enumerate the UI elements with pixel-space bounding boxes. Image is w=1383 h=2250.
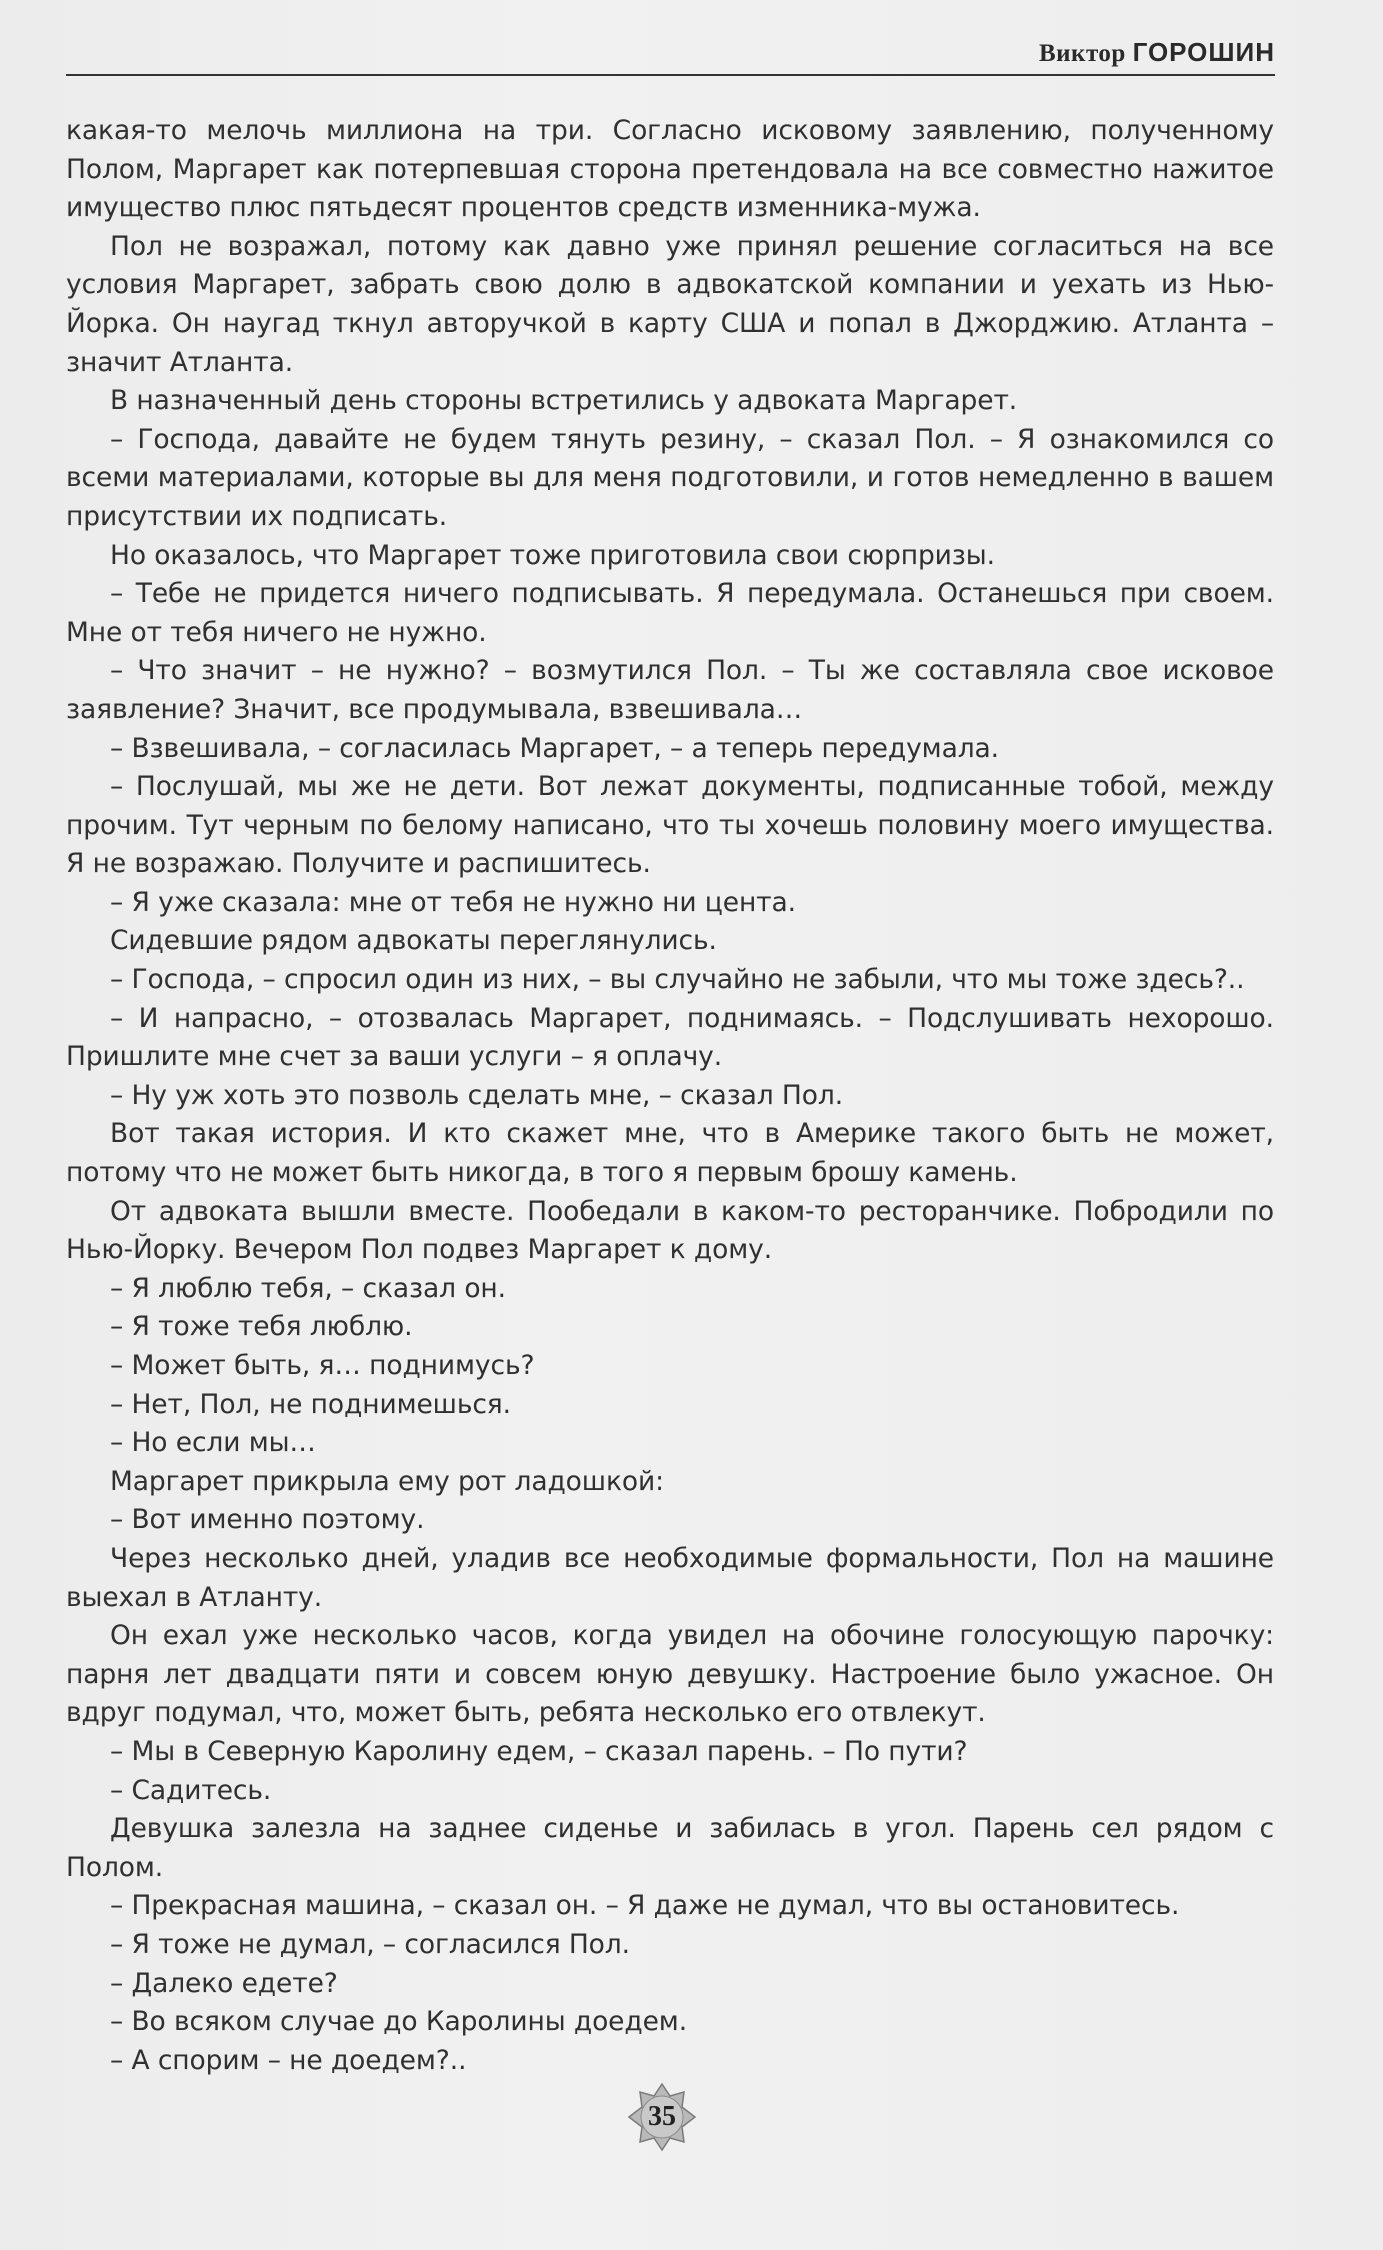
paragraph: Девушка залезла на заднее сиденье и забилась в угол. Парень сел рядом с Полом.: [66, 1813, 1274, 1883]
paragraph: – Взвешивала, – согласилась Маргарет, – а теперь передумала.: [110, 732, 1000, 764]
author-first-name: Виктор: [1038, 40, 1126, 67]
page-number-badge: [627, 2082, 697, 2152]
paragraph: Маргарет прикрыла ему рот ладошкой:: [110, 1465, 664, 1497]
paragraph: – Садитесь.: [110, 1774, 272, 1806]
paragraph: – Тебе не придется ничего подписывать. Я передумала. Останешься при своем. Мне от тебя ничего не нужно.: [66, 578, 1274, 648]
author-last-name: ГОРОШИН: [1132, 37, 1275, 67]
paragraph: – Господа, – спросил один из них, – вы случайно не забыли, что мы тоже здесь?..: [110, 964, 1245, 996]
paragraph: – Я люблю тебя, – сказал он.: [110, 1272, 506, 1304]
paragraph: – Что значит – не нужно? – возмутился Пол. – Ты же составляла свое исковое заявление? Значит, все продумывала, взвешивала…: [66, 655, 1274, 725]
paragraph: – Ну уж хоть это позволь сделать мне, – сказал Пол.: [110, 1079, 844, 1111]
paragraph: – Я тоже не думал, – согласился Пол.: [110, 1928, 630, 1960]
paragraph: В назначенный день стороны встретились у адвоката Маргарет.: [110, 385, 1018, 417]
paragraph: Но оказалось, что Маргарет тоже приготовила свои сюрпризы.: [110, 539, 995, 571]
body-text: [66, 112, 1274, 2080]
paragraph: От адвоката вышли вместе. Пообедали в каком-то ресторанчике. Побродили по Нью-Йорку. Вечером Пол подвез Маргарет к дому.: [66, 1195, 1274, 1266]
author-name: [1039, 37, 1275, 68]
paragraph: Через несколько дней, уладив все необходимые формальности, Пол на машине выехал в Атланту.: [66, 1542, 1274, 1613]
paragraph: – Я уже сказала: мне от тебя не нужно ни цента.: [110, 886, 796, 918]
paragraph: – Далеко едете?: [110, 1967, 338, 1999]
paragraph: – Я тоже тебя люблю.: [110, 1311, 413, 1343]
paragraph: – Мы в Северную Каролину едем, – сказал парень. – По пути?: [110, 1735, 968, 1767]
paragraph: Он ехал уже несколько часов, когда увидел на обочине голосующую парочку: парня лет двадцати пяти и совсем юную девушку. Настроение было ужасное. Он вдруг подумал, что, может быть, ребята несколько его отвлекут.: [66, 1620, 1274, 1729]
paragraph: Вот такая история. И кто скажет мне, что в Америке такого быть не может, потому что не может быть никогда, в того я первым брошу камень.: [66, 1118, 1274, 1189]
paragraph: – А спорим – не доедем?..: [110, 2044, 467, 2076]
paragraph: – И напрасно, – отозвалась Маргарет, поднимаясь. – Подслушивать нехорошо. Пришлите мне счет за ваши услуги – я оплачу.: [66, 1002, 1274, 1073]
paragraph: – Прекрасная машина, – сказал он. – Я даже не думал, что вы остановитесь.: [110, 1890, 1180, 1922]
paragraph: – Во всяком случае до Каролины доедем.: [110, 2006, 688, 2038]
paragraph: какая-то мелочь миллиона на три. Согласно исковому заявлению, полученному Полом, Маргарет как потерпевшая сторона претендовала на все совместно нажитое имущество плюс пятьдесят процентов средств изменника-мужа.: [66, 115, 1274, 224]
paragraph: – Но если мы…: [110, 1427, 316, 1459]
paragraph: – Вот именно поэтому.: [110, 1504, 425, 1536]
paragraph: Сидевшие рядом адвокаты переглянулись.: [110, 925, 717, 957]
paragraph: – Господа, давайте не будем тянуть резину, – сказал Пол. – Я ознакомился со всеми материалами, которые вы для меня подготовили, и готов немедленно в вашем присутствии их подписать.: [66, 423, 1274, 532]
paragraph: – Послушай, мы же не дети. Вот лежат документы, подписанные тобой, между прочим. Тут черным по белому написано, что ты хочешь половину моего имущества. Я не возражаю. Получите и распишитесь.: [66, 771, 1274, 880]
paragraph: – Нет, Пол, не поднимешься.: [110, 1388, 511, 1420]
page-number: 35: [648, 2101, 676, 2132]
paragraph: – Может быть, я… поднимусь?: [110, 1350, 535, 1381]
running-header: [66, 38, 1275, 76]
paragraph: Пол не возражал, потому как давно уже принял решение согласиться на все условия Маргарет, забрать свою долю в адвокатской компании и уехать из Нью-Йорка. Он наугад ткнул авторучкой в карту США и попал в Джорджию. Атланта – значит Атланта.: [66, 230, 1274, 378]
